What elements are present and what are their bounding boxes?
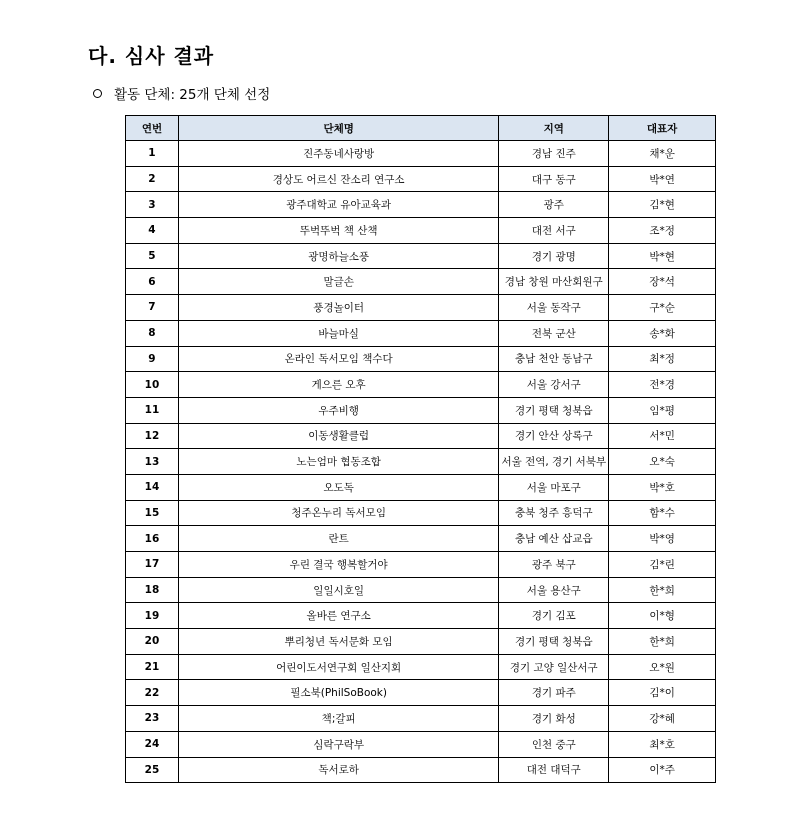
table-row <box>126 346 716 372</box>
region: 광주 <box>499 192 609 218</box>
group-name: 뚜벅뚜벅 책 산책 <box>178 218 498 244</box>
group-name: 경상도 어르신 잔소리 연구소 <box>178 166 498 192</box>
col-header-number: 연번 <box>126 116 179 141</box>
table-row <box>126 552 716 578</box>
row-number: 15 <box>126 500 179 526</box>
row-number: 1 <box>126 141 179 167</box>
row-number: 4 <box>126 218 179 244</box>
table-row <box>126 397 716 423</box>
col-header-group-name: 단체명 <box>178 116 498 141</box>
row-number: 23 <box>126 706 179 732</box>
representative: 김*이 <box>609 680 716 706</box>
group-name: 노는엄마 협동조합 <box>178 449 498 475</box>
row-number: 16 <box>126 526 179 552</box>
region: 전북 군산 <box>499 320 609 346</box>
region: 대전 대덕구 <box>499 757 609 783</box>
group-name: 우주비행 <box>178 397 498 423</box>
row-number: 5 <box>126 243 179 269</box>
table-row <box>126 474 716 500</box>
representative: 이*주 <box>609 757 716 783</box>
table-row <box>126 218 716 244</box>
table-row <box>126 295 716 321</box>
col-header-representative: 대표자 <box>609 116 716 141</box>
region: 서울 전역, 경기 서북부 <box>499 449 609 475</box>
row-number: 17 <box>126 552 179 578</box>
representative: 박*연 <box>609 166 716 192</box>
region: 경기 광명 <box>499 243 609 269</box>
col-header-region: 지역 <box>499 116 609 141</box>
table-row <box>126 192 716 218</box>
representative: 채*운 <box>609 141 716 167</box>
region: 대전 서구 <box>499 218 609 244</box>
region: 서울 용산구 <box>499 577 609 603</box>
group-name: 란트 <box>178 526 498 552</box>
group-name: 일일시호일 <box>178 577 498 603</box>
group-name: 광명하늘소풍 <box>178 243 498 269</box>
row-number: 22 <box>126 680 179 706</box>
region: 경남 진주 <box>499 141 609 167</box>
table-row <box>126 320 716 346</box>
representative: 함*수 <box>609 500 716 526</box>
region: 광주 북구 <box>499 552 609 578</box>
group-name: 필소북(PhilSoBook) <box>178 680 498 706</box>
row-number: 21 <box>126 654 179 680</box>
region: 경남 창원 마산회원구 <box>499 269 609 295</box>
group-name: 청주온누리 독서모임 <box>178 500 498 526</box>
group-name: 진주동네사랑방 <box>178 141 498 167</box>
representative: 강*혜 <box>609 706 716 732</box>
region: 경기 고양 일산서구 <box>499 654 609 680</box>
region: 경기 화성 <box>499 706 609 732</box>
table-row <box>126 243 716 269</box>
region: 인천 중구 <box>499 731 609 757</box>
row-number: 2 <box>126 166 179 192</box>
table-header-row <box>126 116 716 141</box>
representative: 오*숙 <box>609 449 716 475</box>
group-name: 온라인 독서모임 책수다 <box>178 346 498 372</box>
row-number: 11 <box>126 397 179 423</box>
group-name: 올바른 연구소 <box>178 603 498 629</box>
results-table <box>125 115 716 783</box>
table-row <box>126 449 716 475</box>
row-number: 9 <box>126 346 179 372</box>
table-row <box>126 680 716 706</box>
group-name: 뿌리청년 독서문화 모임 <box>178 629 498 655</box>
representative: 조*정 <box>609 218 716 244</box>
representative: 박*영 <box>609 526 716 552</box>
section-heading: 다. 심사 결과 <box>88 44 215 68</box>
group-name: 말글손 <box>178 269 498 295</box>
region: 경기 평택 청북읍 <box>499 629 609 655</box>
representative: 서*민 <box>609 423 716 449</box>
row-number: 13 <box>126 449 179 475</box>
group-name: 풍경놀이터 <box>178 295 498 321</box>
group-name: 책;갈피 <box>178 706 498 732</box>
selection-summary <box>93 83 270 103</box>
representative: 박*현 <box>609 243 716 269</box>
representative: 송*화 <box>609 320 716 346</box>
row-number: 25 <box>126 757 179 783</box>
table-row <box>126 603 716 629</box>
representative: 한*희 <box>609 577 716 603</box>
row-number: 8 <box>126 320 179 346</box>
row-number: 19 <box>126 603 179 629</box>
table-row <box>126 757 716 783</box>
representative: 전*경 <box>609 372 716 398</box>
row-number: 24 <box>126 731 179 757</box>
region: 경기 파주 <box>499 680 609 706</box>
representative: 김*린 <box>609 552 716 578</box>
table-row <box>126 706 716 732</box>
region: 충남 천안 동남구 <box>499 346 609 372</box>
row-number: 3 <box>126 192 179 218</box>
group-name: 이동생활클럽 <box>178 423 498 449</box>
circle-bullet-icon <box>93 89 102 98</box>
table-row <box>126 629 716 655</box>
group-name: 바늘마실 <box>178 320 498 346</box>
table-row <box>126 526 716 552</box>
table-row <box>126 654 716 680</box>
group-name: 독서로하 <box>178 757 498 783</box>
group-name: 오도독 <box>178 474 498 500</box>
region: 서울 동작구 <box>499 295 609 321</box>
group-name: 어린이도서연구회 일산지회 <box>178 654 498 680</box>
representative: 장*석 <box>609 269 716 295</box>
representative: 임*평 <box>609 397 716 423</box>
group-name: 광주대학교 유아교육과 <box>178 192 498 218</box>
table-row <box>126 269 716 295</box>
representative: 박*호 <box>609 474 716 500</box>
table-row <box>126 166 716 192</box>
row-number: 20 <box>126 629 179 655</box>
table-row <box>126 141 716 167</box>
representative: 이*형 <box>609 603 716 629</box>
region: 경기 김포 <box>499 603 609 629</box>
table-row <box>126 577 716 603</box>
table-row <box>126 372 716 398</box>
row-number: 7 <box>126 295 179 321</box>
row-number: 12 <box>126 423 179 449</box>
representative: 구*순 <box>609 295 716 321</box>
representative: 최*호 <box>609 731 716 757</box>
group-name: 우린 결국 행복할거야 <box>178 552 498 578</box>
table-row <box>126 423 716 449</box>
row-number: 6 <box>126 269 179 295</box>
region: 충남 예산 삽교읍 <box>499 526 609 552</box>
group-name: 심락구락부 <box>178 731 498 757</box>
table-row <box>126 500 716 526</box>
selection-summary-text: 활동 단체: 25개 단체 선정 <box>114 87 271 103</box>
table-row <box>126 731 716 757</box>
row-number: 10 <box>126 372 179 398</box>
region: 경기 안산 상록구 <box>499 423 609 449</box>
representative: 최*정 <box>609 346 716 372</box>
representative: 김*현 <box>609 192 716 218</box>
region: 경기 평택 청북읍 <box>499 397 609 423</box>
region: 대구 동구 <box>499 166 609 192</box>
region: 충북 청주 흥덕구 <box>499 500 609 526</box>
representative: 한*희 <box>609 629 716 655</box>
row-number: 18 <box>126 577 179 603</box>
region: 서울 마포구 <box>499 474 609 500</box>
region: 서울 강서구 <box>499 372 609 398</box>
representative: 오*원 <box>609 654 716 680</box>
group-name: 게으른 오후 <box>178 372 498 398</box>
row-number: 14 <box>126 474 179 500</box>
